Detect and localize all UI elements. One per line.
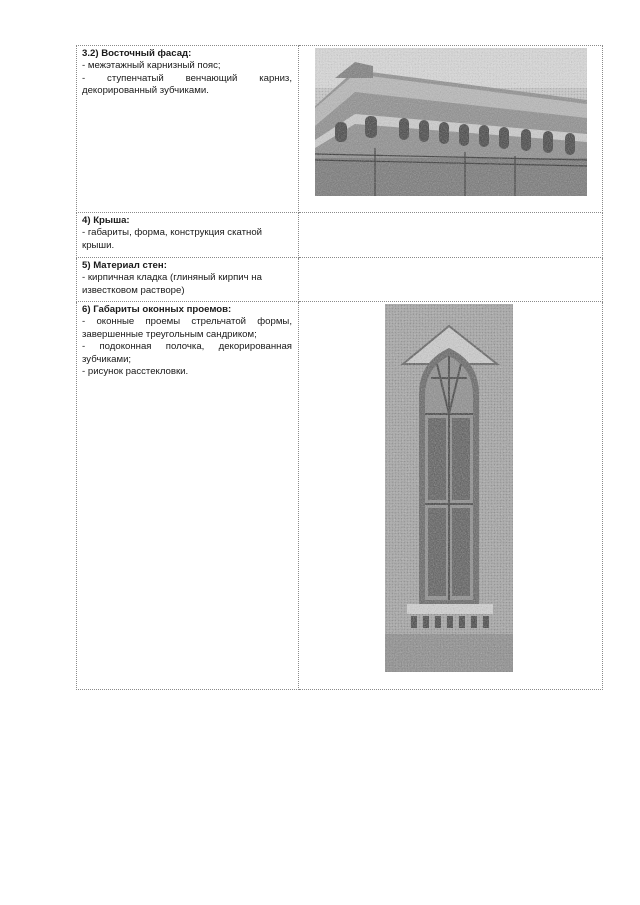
table-row bbox=[77, 258, 603, 302]
text-line: декорированный зубчиками. bbox=[82, 85, 209, 97]
section-heading: 4) Крыша: bbox=[82, 215, 130, 226]
text-line: известковом растворе) bbox=[82, 284, 185, 296]
text-line: крыши. bbox=[82, 239, 115, 251]
table-row bbox=[77, 213, 603, 258]
content-table bbox=[76, 45, 603, 690]
text-cell bbox=[77, 258, 299, 302]
table-row bbox=[77, 46, 603, 213]
text-cell bbox=[77, 46, 299, 213]
section-heading: 6) Габариты оконных проемов: bbox=[82, 304, 232, 315]
text-line: зубчиками; bbox=[82, 353, 132, 365]
text-line: - межэтажный карнизный пояс; bbox=[82, 60, 221, 72]
text-line: - кирпичная кладка (глиняный кирпич на bbox=[82, 272, 262, 284]
text-line: - подоконная полочка, декорированная bbox=[82, 341, 292, 353]
section-heading: 3.2) Восточный фасад: bbox=[82, 48, 192, 59]
section-heading: 5) Материал стен: bbox=[82, 260, 167, 271]
text-line: - рисунок расстекловки. bbox=[82, 366, 189, 378]
facade-photo bbox=[315, 48, 587, 196]
image-cell bbox=[299, 46, 603, 213]
image-cell bbox=[299, 258, 603, 302]
text-cell bbox=[77, 302, 299, 690]
text-line: завершенные треугольным сандриком; bbox=[82, 328, 257, 340]
text-line: - оконные проемы стрельчатой формы, bbox=[82, 316, 292, 328]
image-cell bbox=[299, 213, 603, 258]
text-line: - габариты, форма, конструкция скатной bbox=[82, 227, 263, 239]
window-photo bbox=[385, 304, 513, 672]
text-line: - ступенчатый венчающий карниз, bbox=[82, 72, 292, 84]
table-row bbox=[77, 302, 603, 690]
text-cell bbox=[77, 213, 299, 258]
image-cell bbox=[299, 302, 603, 690]
